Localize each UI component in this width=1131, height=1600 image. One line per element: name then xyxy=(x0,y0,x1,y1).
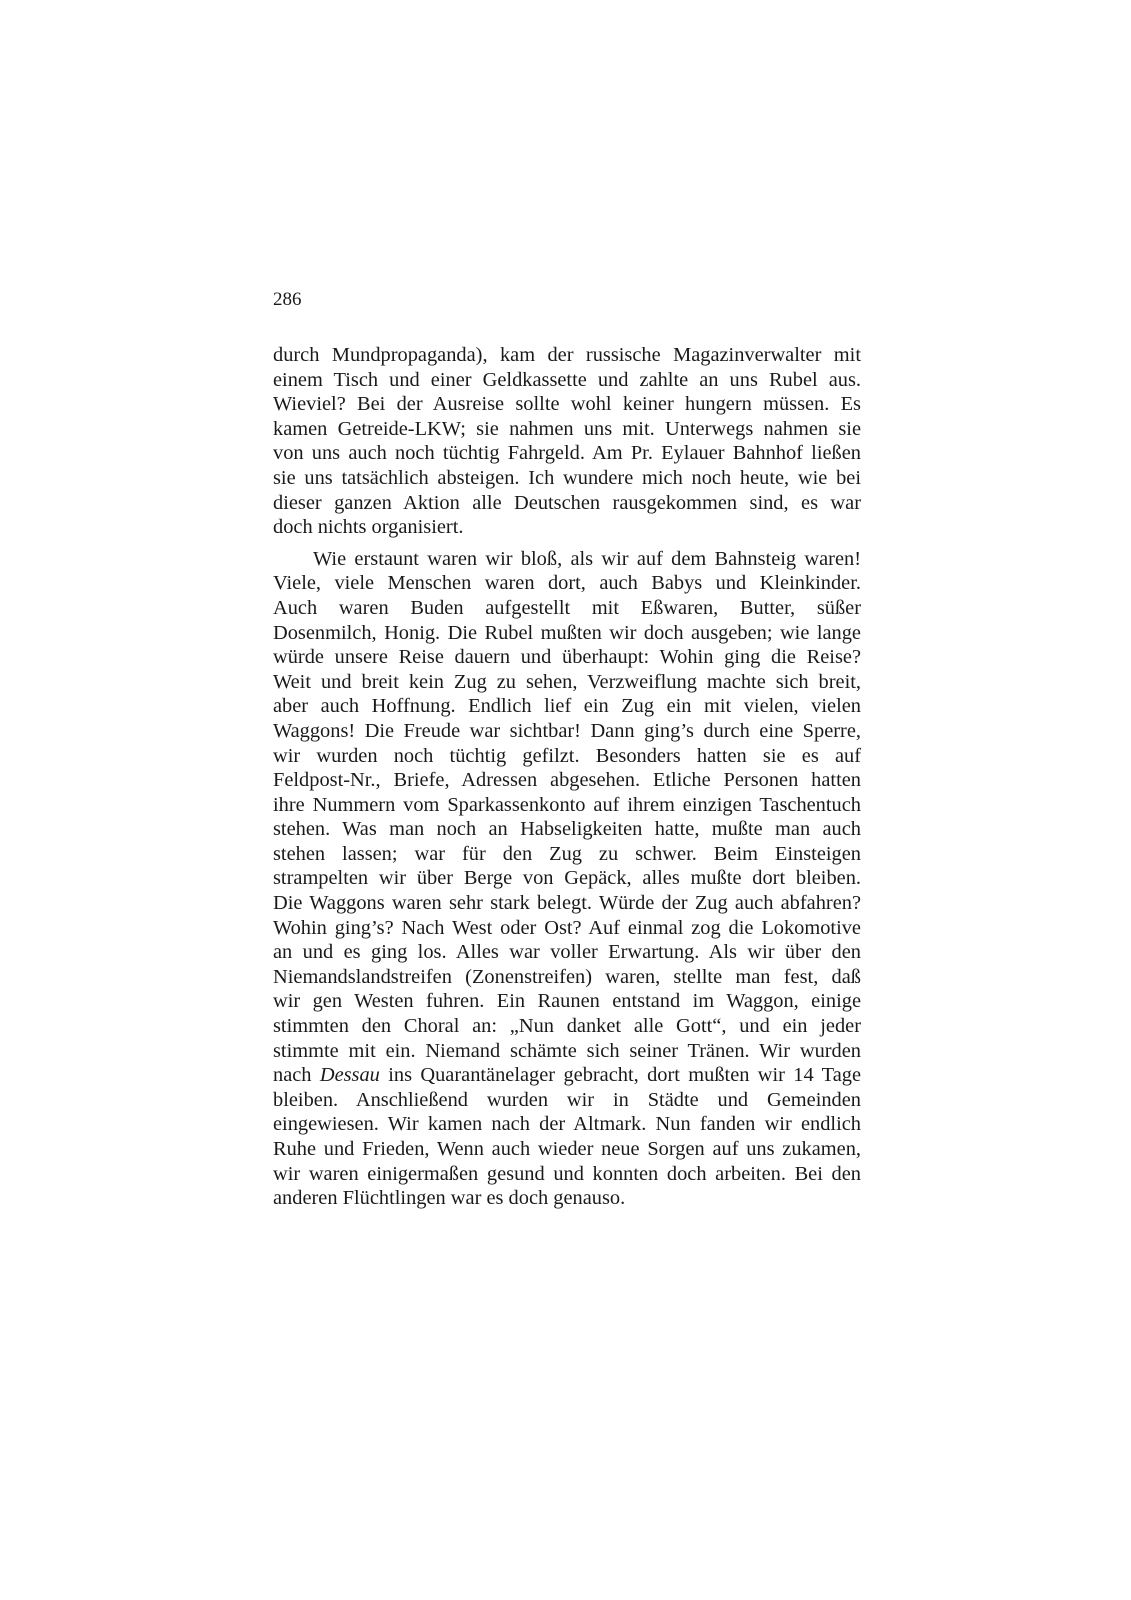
text-line: durch Mundpropaganda), kam der russische Magazinverwalter mit xyxy=(273,344,861,366)
text-line: wir waren einigermaßen gesund und konnten doch arbeiten. Bei den xyxy=(273,1162,861,1185)
text-line: stimmte mit ein. Niemand schämte sich seiner Tränen. Wir wurden xyxy=(273,1039,861,1062)
text-line: Ruhe und Frieden, Wenn auch wieder neue Sorgen auf uns zukamen, xyxy=(273,1138,861,1160)
text-line: wir gen Westen fuhren. Ein Raunen entstand im Waggon, einige xyxy=(273,990,861,1013)
text-line: stehen lassen; war für den Zug zu schwer. Beim Einsteigen xyxy=(273,842,861,865)
text-line: kamen Getreide-LKW; sie nahmen uns mit. Unterwegs nahmen sie xyxy=(273,417,861,440)
text-line: Waggons! Die Freude war sichtbar! Dann ging’s durch eine Sperre, xyxy=(273,719,861,742)
body-text xyxy=(273,343,861,1211)
text-line: doch nichts organisiert. xyxy=(273,516,464,539)
text-line: strampelten wir über Berge von Gepäck, alles mußte dort bleiben. xyxy=(273,867,861,890)
text-line: Auch waren Buden aufgestellt mit Eßwaren, Butter, süßer xyxy=(273,596,861,619)
text-line: aber auch Hoffnung. Endlich lief ein Zug ein mit vielen, vielen xyxy=(273,695,861,718)
text-line: Wohin ging’s? Nach West oder Ost? Auf einmal zog die Lokomotive xyxy=(273,916,861,939)
text-line-with-italic xyxy=(273,1063,861,1088)
paragraph-2 xyxy=(273,547,861,1211)
paragraph-1 xyxy=(273,343,861,540)
text-line: sie uns tatsächlich absteigen. Ich wundere mich noch heute, wie bei xyxy=(273,466,861,489)
text-line: würde unsere Reise dauern und überhaupt: Wohin ging die Reise? xyxy=(273,646,861,669)
text-line: Feldpost-Nr., Briefe, Adressen abgesehen. Etliche Personen hatten xyxy=(273,769,861,792)
text-line: einem Tisch und einer Geldkassette und zahlte an uns Rubel aus. xyxy=(273,368,861,391)
text-line: Wieviel? Bei der Ausreise sollte wohl keiner hungern müssen. Es xyxy=(273,393,861,416)
line-prefix: nach xyxy=(273,1064,320,1087)
text-line: Weit und breit kein Zug zu sehen, Verzweiflung machte sich breit, xyxy=(273,670,861,693)
page-number: 286 xyxy=(273,289,302,310)
text-line: wir wurden noch tüchtig gefilzt. Besonders hatten sie es auf xyxy=(273,744,861,767)
text-line: Dosenmilch, Honig. Die Rubel mußten wir doch ausgeben; wie lange xyxy=(273,621,861,644)
text-line: Viele, viele Menschen waren dort, auch Babys und Kleinkinder. xyxy=(273,572,861,595)
text-line: bleiben. Anschließend wurden wir in Städte und Gemeinden xyxy=(273,1088,861,1111)
text-line: anderen Flüchtlingen war es doch genauso. xyxy=(273,1187,626,1210)
text-line: dieser ganzen Aktion alle Deutschen rausgekommen sind, es war xyxy=(273,491,861,514)
text-line: Die Waggons waren sehr stark belegt. Würde der Zug auch abfahren? xyxy=(273,892,861,915)
text-line: Wie erstaunt waren wir bloß, als wir auf dem Bahnsteig waren! xyxy=(313,547,861,570)
text-line: stimmten den Choral an: „Nun danket alle Gott“, und ein jeder xyxy=(273,1015,861,1038)
line-suffix: ins Quarantänelager gebracht, dort mußten wir 14 Tage xyxy=(379,1064,862,1087)
text-line: von uns auch noch tüchtig Fahrgeld. Am Pr. Eylauer Bahnhof ließen xyxy=(273,442,861,465)
text-line: stehen. Was man noch an Habseligkeiten hatte, mußte man auch xyxy=(273,818,861,841)
text-line: Niemandslandstreifen (Zonenstreifen) waren, stellte man fest, daß xyxy=(273,965,861,988)
text-line: an und es ging los. Alles war voller Erwartung. Als wir über den xyxy=(273,941,861,964)
text-line: ihre Nummern vom Sparkassenkonto auf ihrem einzigen Taschentuch xyxy=(273,793,861,816)
place-name-italic: Dessau xyxy=(319,1064,380,1087)
text-line: eingewiesen. Wir kamen nach der Altmark. Nun fanden wir endlich xyxy=(273,1113,861,1136)
